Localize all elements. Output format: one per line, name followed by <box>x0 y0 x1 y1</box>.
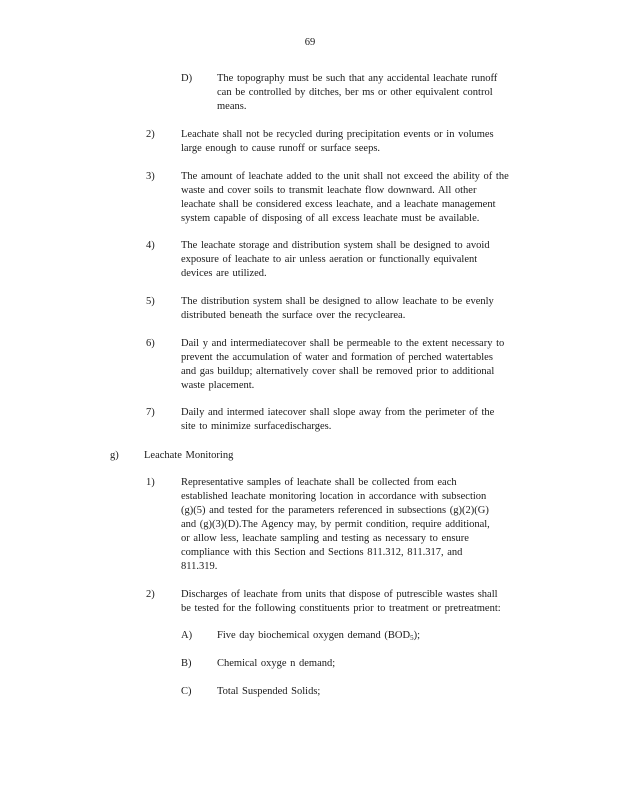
item-marker: 6) <box>146 338 155 349</box>
item-text-main: Five day biochemical oxygen demand (BOD <box>217 630 411 641</box>
item-6 <box>146 337 566 395</box>
item-marker: C) <box>181 686 192 697</box>
page-number: 69 <box>304 37 316 48</box>
item-marker: 4) <box>146 240 155 251</box>
item-text: The topography must be such that any accidental leachate runoff can be controlled by ditches, ber ms or other equivalent control means. <box>217 73 498 112</box>
item-marker: 2) <box>146 589 155 600</box>
item-marker: D) <box>181 73 193 84</box>
item-marker: A) <box>181 630 193 641</box>
item-text <box>217 629 477 645</box>
item-text: Representative samples of leachate shall be collected from each established leachate monitoring location in accordance with subsection (g)(5) and tested for the parameters referenced in subsections (g)(2)(G) and (g)(3)(D).The Agency may, by permit condition, require additional, or allow less, leachate sampling and testing as necessary to ensure compliance with this Section and Sections 811.312, 811.317, and 811.319. <box>181 477 490 572</box>
item-g-1 <box>146 476 566 576</box>
item-text: Discharges of leachate from units that dispose of putrescible wastes shall be tested for the following constituents prior to treatment or pretreatment: <box>181 589 501 614</box>
item-text-suffix: ); <box>413 630 420 641</box>
item-text: Daily and intermed iatecover shall slope away from the perimeter of the site to minimize surfacedischarges. <box>181 407 495 432</box>
item-2 <box>146 128 566 158</box>
item-4 <box>146 239 566 283</box>
section-g <box>110 449 310 465</box>
item-text: The leachate storage and distribution system shall be designed to avoid exposure of leachate to air unless aeration or functionally equivalent devices are utilized. <box>181 240 490 279</box>
section-marker: g) <box>110 450 119 461</box>
item-text: Chemical oxyge n demand; <box>217 658 336 669</box>
item-marker: B) <box>181 658 192 669</box>
item-text: The distribution system shall be designed to allow leachate to be evenly distributed beneath the surface over the recyclearea. <box>181 296 494 321</box>
item-text: Total Suspended Solids; <box>217 686 321 697</box>
item-text: The amount of leachate added to the unit shall not exceed the ability of the waste and cover soils to transmit leachate flow downward. All other leachate shall be considered excess leachate, and a leachate management system capable of disposing of all excess leachate must be available. <box>181 171 509 224</box>
section-heading: Leachate Monitoring <box>144 450 234 461</box>
item-g-2-C <box>181 685 481 701</box>
item-marker: 3) <box>146 171 155 182</box>
item-3 <box>146 170 566 228</box>
item-text: Dail y and intermediatecover shall be permeable to the extent necessary to prevent the accumulation of water and formation of perched watertables and gas buildup; alternatively cover shall be removed prior to additional waste placement. <box>181 338 505 391</box>
item-5 <box>146 295 566 325</box>
item-text: Leachate shall not be recycled during precipitation events or in volumes large enough to cause runoff or surface seeps. <box>181 129 494 154</box>
item-g-2-A <box>181 629 481 645</box>
item-g-2-B <box>181 657 481 673</box>
item-marker: 2) <box>146 129 155 140</box>
item-7 <box>146 406 566 436</box>
item-marker: 1) <box>146 477 155 488</box>
item-D <box>181 72 561 116</box>
bod-subscript: 5 <box>410 634 414 642</box>
item-marker: 5) <box>146 296 155 307</box>
item-marker: 7) <box>146 407 155 418</box>
item-g-2 <box>146 588 566 618</box>
